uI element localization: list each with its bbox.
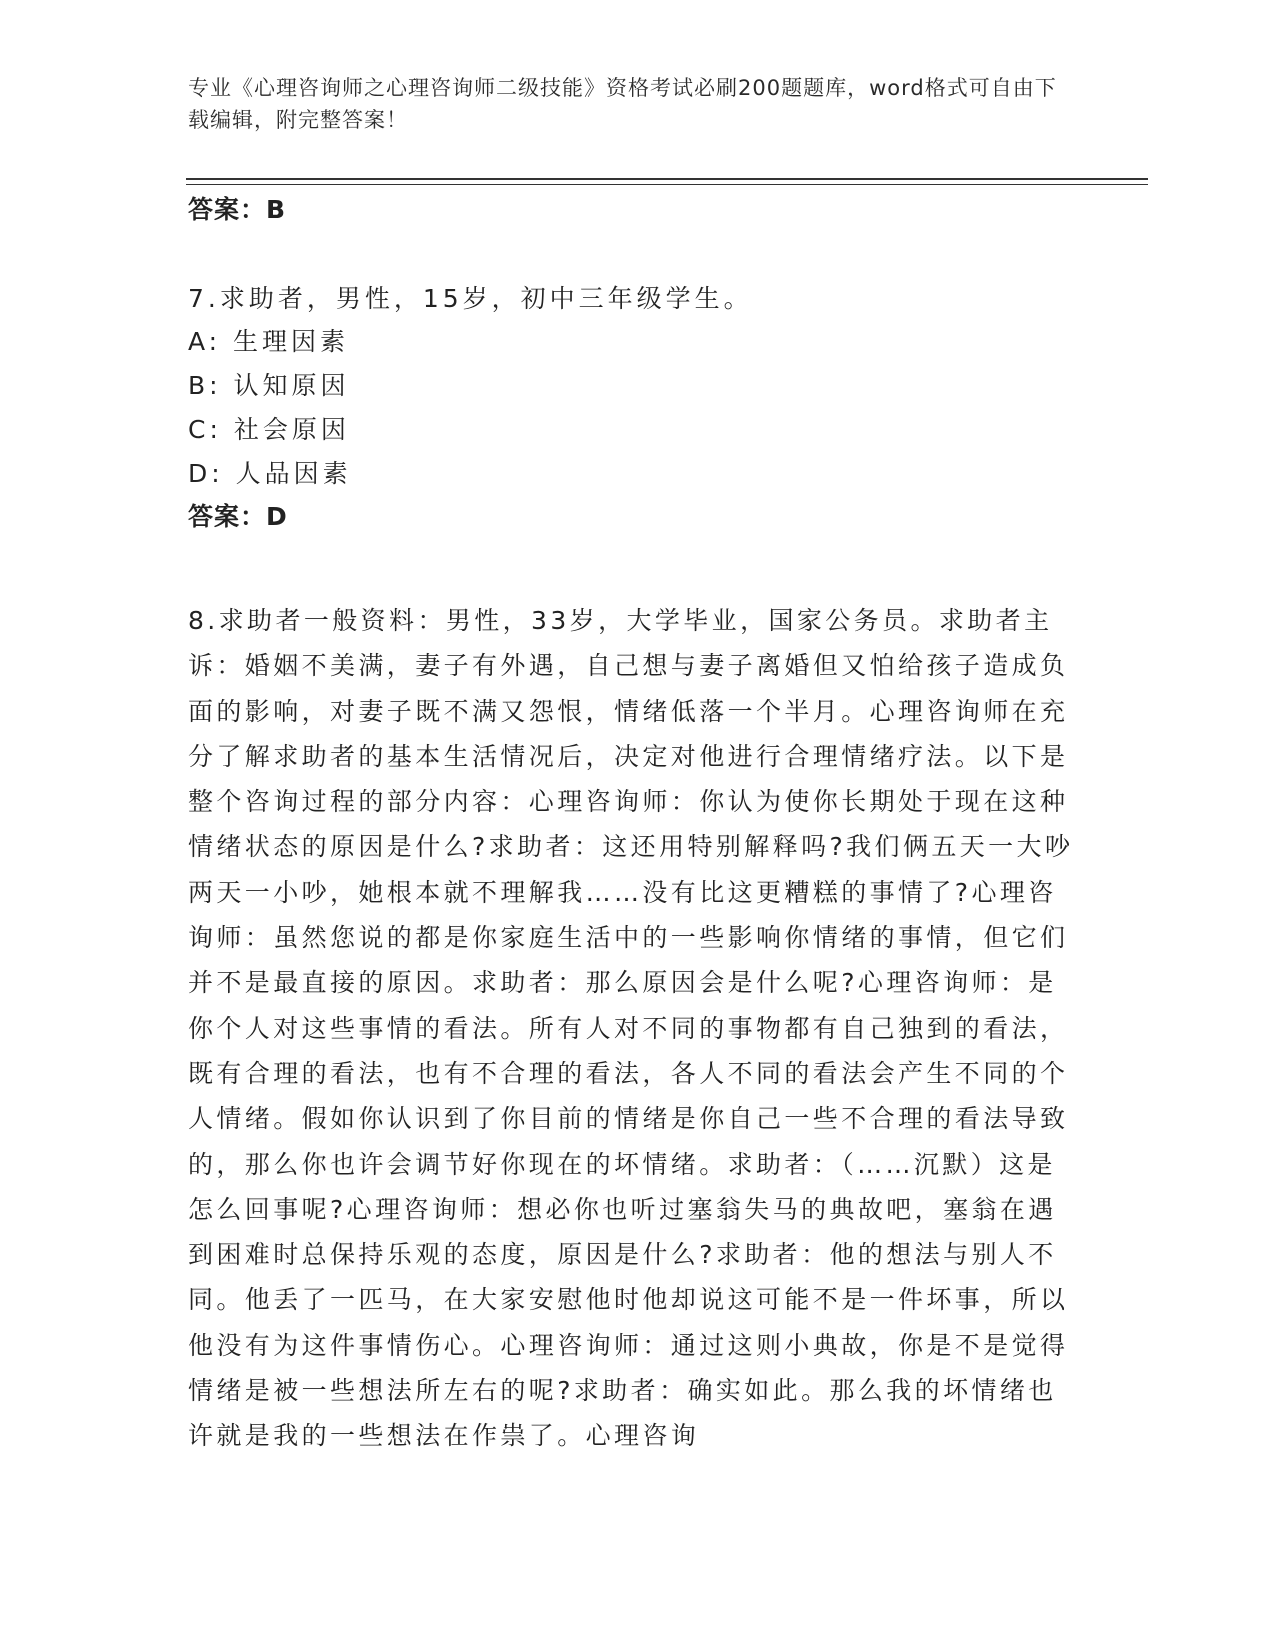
question-7-option-d: D: 人品因素	[188, 459, 352, 488]
question-7-option-a: A: 生理因素	[188, 327, 350, 356]
previous-answer: 答案：B	[188, 195, 287, 224]
question-8-text: 8.求助者一般资料：男性，33岁，大学毕业，国家公务员。求助者主诉：婚姻不美满，妻子有外遇，自己想与妻子离婚但又怕给孩子造成负面的影响，对妻子既不满又怨恨，情绪低落一个半月。心理咨询师在充分了解求助者的基本生活情况后，决定对他进行合理情绪疗法。以下是整个咨询过程的部分内容：心理咨询师：你认为使你长期处于现在这种情绪状态的原因是什么?求助者：这还用特别解释吗?我们俩五天一大吵两天一小吵，她根本就不理解我……没有比这更糟糕的事情了?心理咨询师：虽然您说的都是你家庭生活中的一些影响你情绪的事情，但它们并不是最直接的原因。求助者：那么原因会是什么呢?心理咨询师：是你个人对这些事情的看法。所有人对不同的事物都有自己独到的看法，既有合理的看法，也有不合理的看法，各人不同的看法会产生不同的个人情绪。假如你认识到了你目前的情绪是你自己一些不合理的看法导致的，那么你也许会调节好你现在的坏情绪。求助者：（……沉默）这是怎么回事呢?心理咨询师：想必你也听过塞翁失马的典故吧，塞翁在遇到困难时总保持乐观的态度，原因是什么?求助者：他的想法与别人不同。他丢了一匹马，在大家安慰他时他却说这可能不是一件坏事，所以他没有为这件事情伤心。心理咨询师：通过这则小典故，你是不是觉得情绪是被一些想法所左右的呢?求助者：确实如此。那么我的坏情绪也许就是我的一些想法在作祟了。心理咨询	[188, 606, 1074, 1451]
question-7-answer: 答案：D	[188, 502, 288, 531]
question-7-option-b: B: 认知原因	[188, 371, 350, 400]
question-7-stem: 7.求助者，男性，15岁，初中三年级学生。	[188, 284, 753, 313]
header-rule-thick	[186, 178, 1148, 180]
question-7-option-c: C: 社会原因	[188, 415, 350, 444]
document-header: 专业《心理咨询师之心理咨询师二级技能》资格考试必刷200题题库，word格式可自由下载编辑，附完整答案！	[188, 76, 1057, 132]
header-rule-thin	[186, 184, 1148, 185]
